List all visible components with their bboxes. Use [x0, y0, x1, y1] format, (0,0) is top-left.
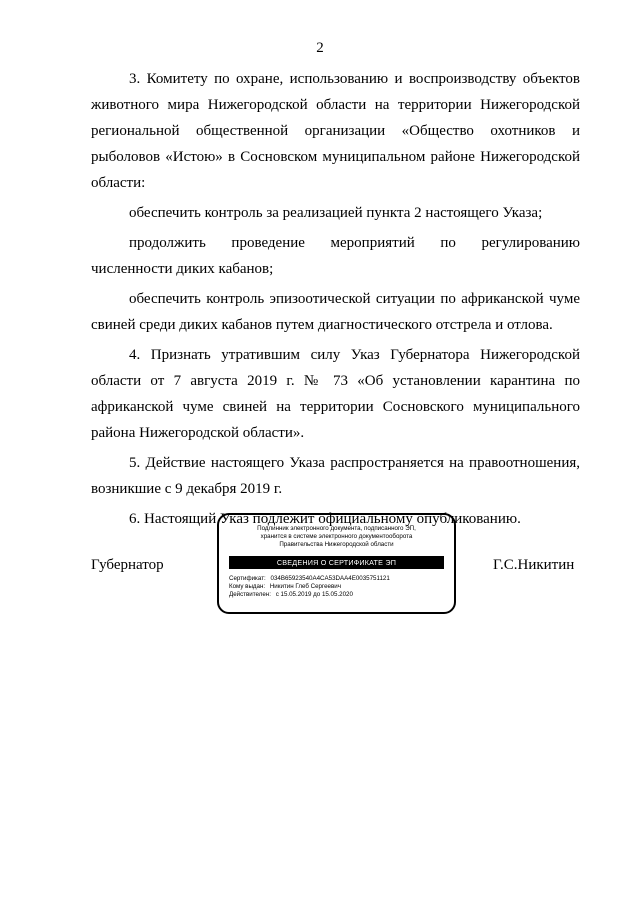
issued-to-value: Никитин Глеб Сергеевич	[269, 583, 341, 591]
list-item-epizootic	[91, 286, 580, 338]
stamp-header-line: Подлинник электронного документа, подписанного ЭП,	[257, 525, 416, 532]
stamp-certificate-info	[229, 575, 454, 600]
paragraph-line: африканской чуме свиней на территории Сосновского муниципального	[91, 399, 580, 415]
paragraph-line: области:	[91, 175, 146, 191]
paragraph-line: возникшие с 9 декабря 2019 г.	[91, 481, 283, 497]
paragraph-line: 5. Действие настоящего Указа распространяется на правоотношения,	[129, 455, 580, 471]
list-item-control: обеспечить контроль за реализацией пункта 2 настоящего Указа;	[129, 205, 543, 221]
paragraph-line: рыболовов «Истою» в Сосновском муниципальном районе Нижегородской	[91, 149, 580, 165]
document-body	[91, 66, 580, 532]
certificate-value: 034B65923540A4CA53DAA4E0035751121	[270, 575, 390, 582]
certificate-row	[229, 575, 454, 583]
paragraph-line: 4. Признать утратившим силу Указ Губернатора Нижегородской	[129, 347, 580, 363]
signatory-name: Г.С.Никитин	[493, 557, 575, 573]
page-number: 2	[316, 40, 324, 56]
validity-row	[229, 591, 454, 599]
paragraph-line: 3. Комитету по охране, использованию и воспроизводству объектов	[129, 71, 580, 87]
paragraph-line: области от 7 августа 2019 г. № 73 «Об установлении карантина по	[91, 373, 580, 389]
paragraph-line: численности диких кабанов;	[91, 261, 274, 277]
stamp-header-line: Правительства Нижегородской области	[279, 541, 394, 548]
paragraph-5	[91, 450, 580, 502]
issued-to-row	[229, 583, 454, 591]
stamp-header	[219, 525, 454, 549]
electronic-signature-stamp	[217, 513, 456, 614]
certificate-label: Сертификат:	[229, 575, 266, 582]
paragraph-6: 6. Настоящий Указ подлежит официальному опубликованию.	[129, 511, 521, 527]
paragraph-line: продолжить проведение мероприятий по регулированию	[129, 235, 580, 251]
stamp-title-bar: СВЕДЕНИЯ О СЕРТИФИКАТЕ ЭП	[229, 556, 444, 569]
paragraph-line: обеспечить контроль эпизоотической ситуации по африканской чуме	[129, 291, 580, 307]
list-item-regulation	[91, 230, 580, 282]
paragraph-line: района Нижегородской области».	[91, 425, 305, 441]
signatory-position: Губернатор	[91, 557, 164, 573]
paragraph-4	[91, 342, 580, 446]
issued-to-label: Кому выдан:	[229, 583, 266, 591]
validity-value: с 15.05.2019 до 15.05.2020	[275, 591, 353, 599]
paragraph-line: животного мира Нижегородской области на территории Нижегородской	[91, 97, 580, 113]
paragraph-3	[91, 66, 580, 196]
paragraph-line: свиней среди диких кабанов путем диагностического отстрела и отлова.	[91, 317, 553, 333]
validity-label: Действителен:	[229, 591, 271, 599]
paragraph-line: региональной общественной организации «Общество охотников и	[91, 123, 580, 139]
stamp-header-line: хранится в системе электронного документооборота	[260, 533, 413, 540]
